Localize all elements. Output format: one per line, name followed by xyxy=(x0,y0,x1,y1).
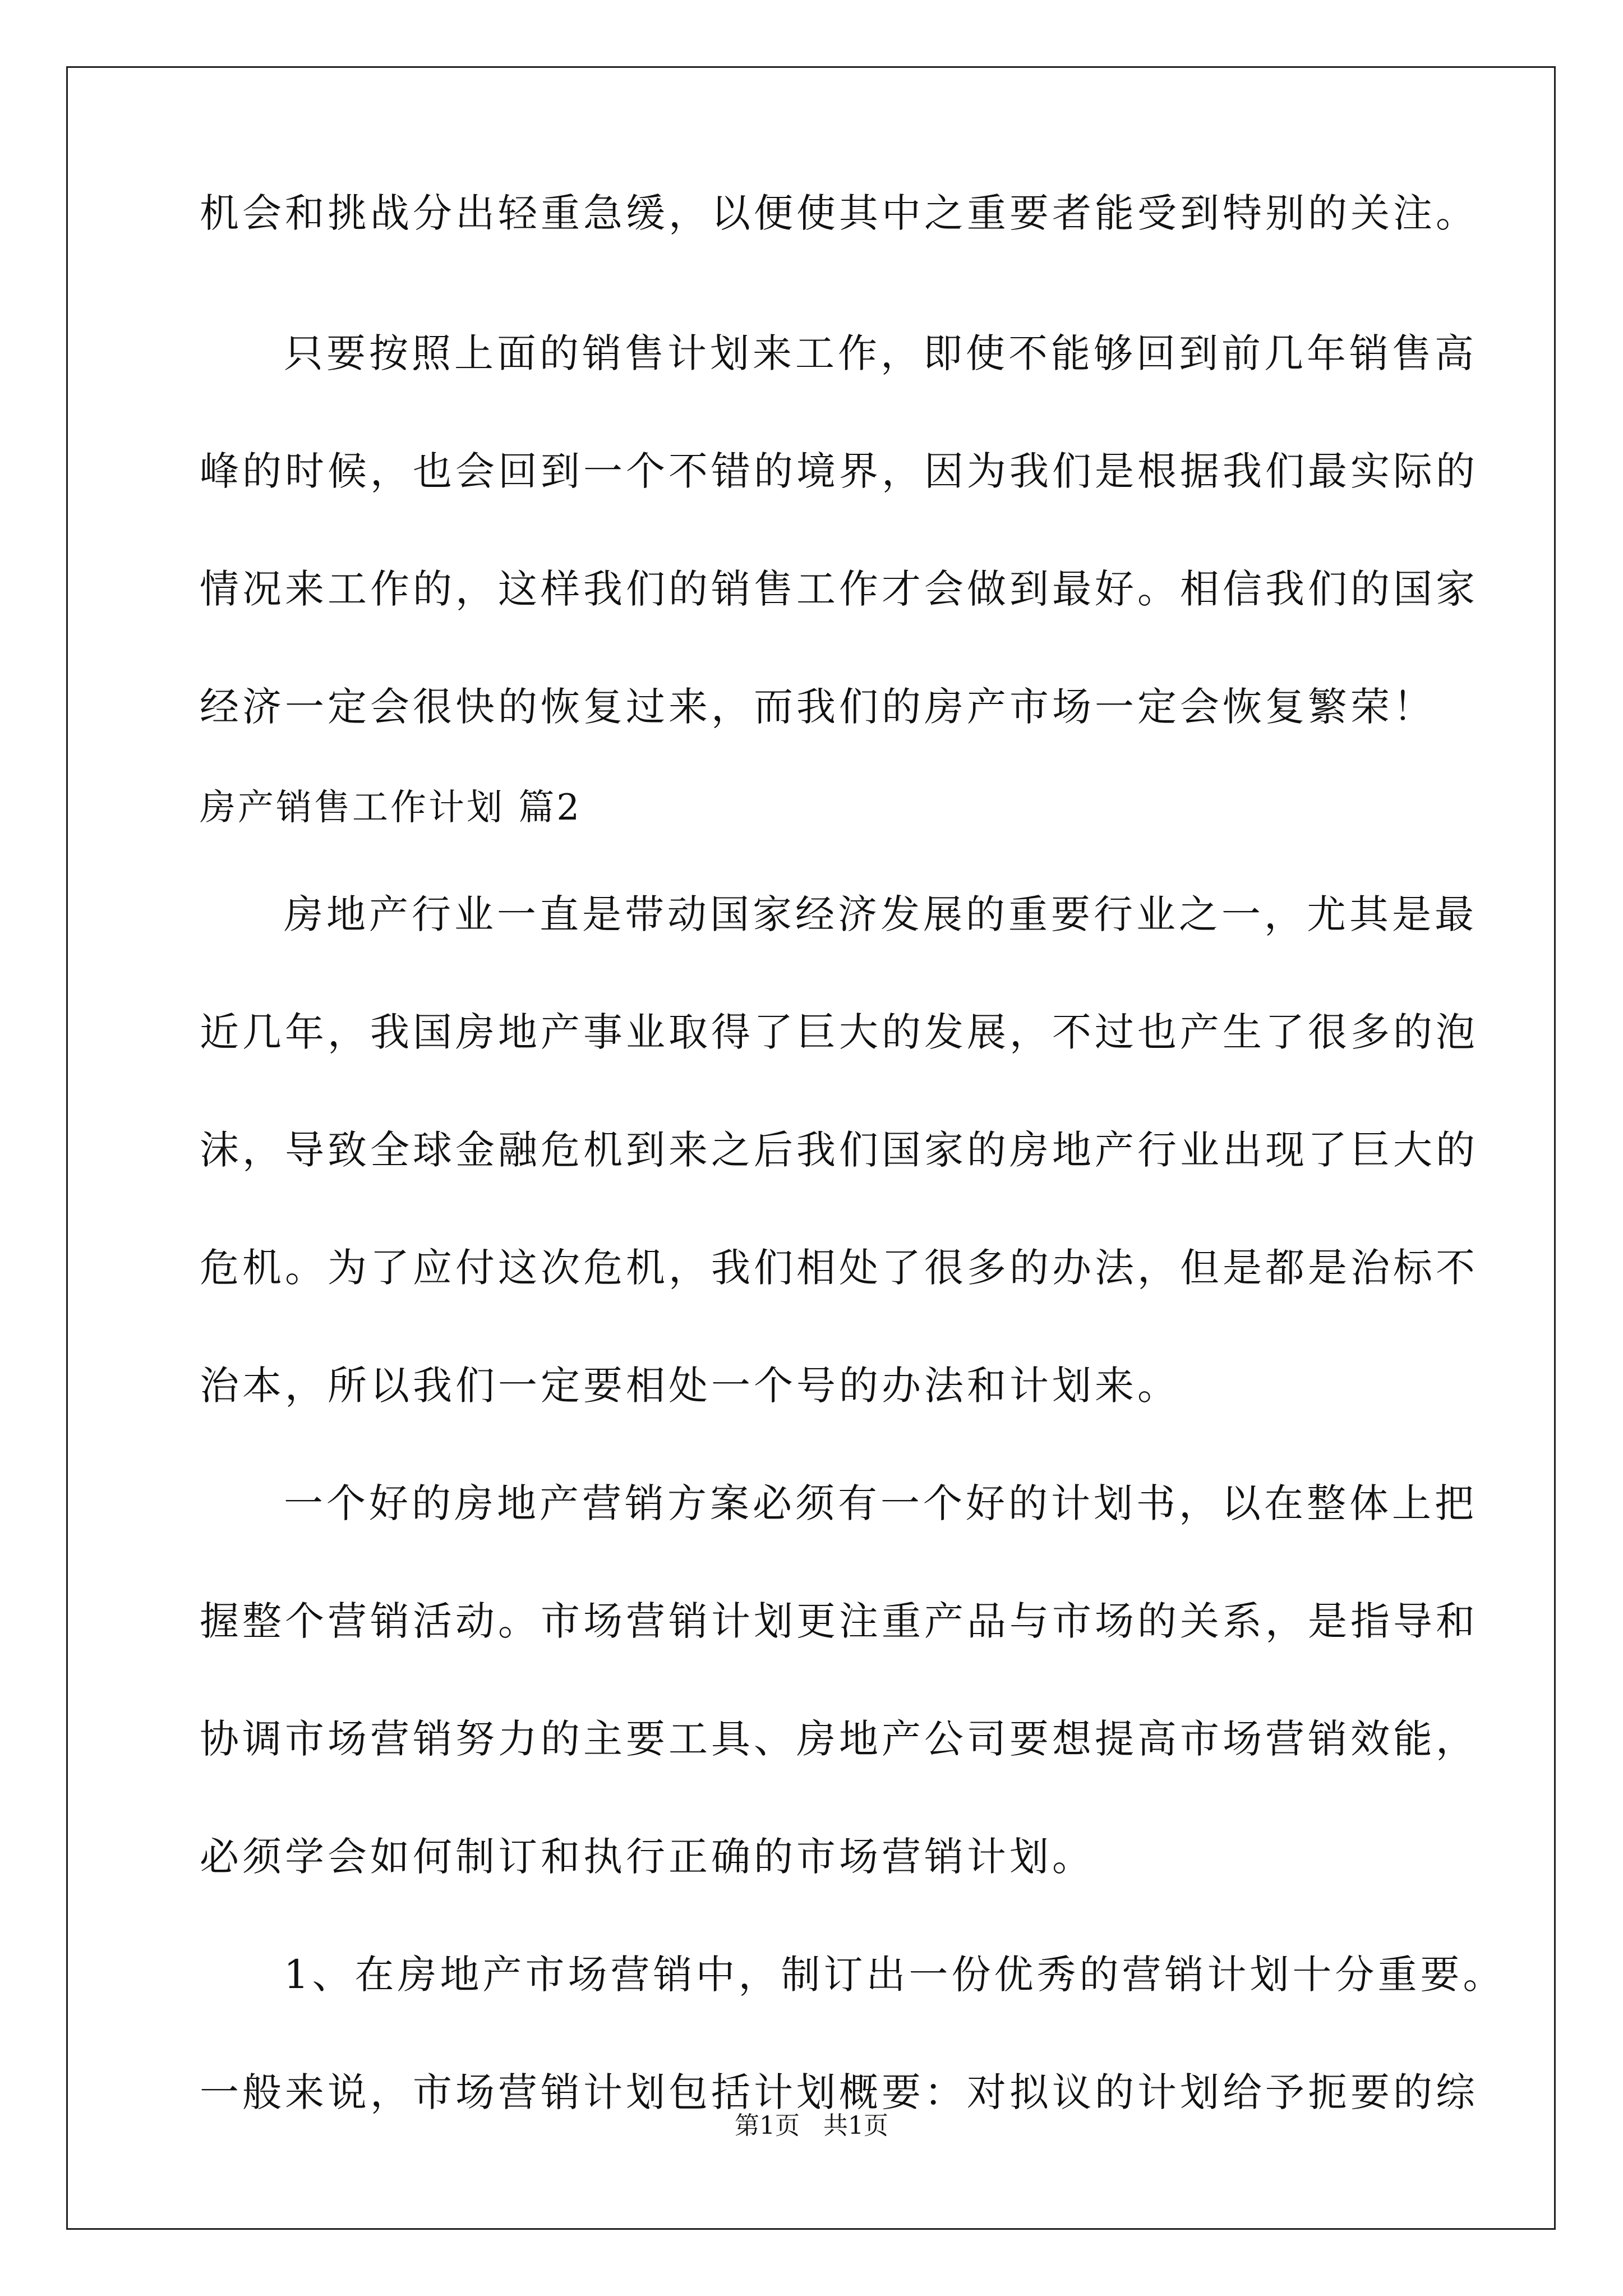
page-footer: 第1页 共1页 xyxy=(735,2111,888,2140)
paragraph-line: 1、在房地产市场营销中，制订出一份优秀的营销计划十分重要。 xyxy=(284,1952,1506,1998)
paragraph-line: 峰的时候，也会回到一个不错的境界，因为我们是根据我们最实际的 xyxy=(200,448,1478,494)
paragraph-line: 一个好的房地产营销方案必须有一个好的计划书，以在整体上把 xyxy=(284,1480,1477,1526)
paragraph-line: 情况来工作的，这样我们的销售工作才会做到最好。相信我们的国家 xyxy=(200,566,1478,612)
paragraph-line: 房地产行业一直是带动国家经济发展的重要行业之一，尤其是最 xyxy=(284,891,1477,937)
paragraph-line: 只要按照上面的销售计划来工作，即使不能够回到前几年销售高 xyxy=(284,330,1477,376)
paragraph-line: 沫，导致全球金融危机到来之后我们国家的房地产行业出现了巨大的 xyxy=(200,1127,1478,1173)
paragraph-line: 一般来说，市场营销计划包括计划概要：对拟议的计划给予扼要的综 xyxy=(200,2069,1478,2115)
paragraph-line: 危机。为了应付这次危机，我们相处了很多的办法，但是都是治标不 xyxy=(200,1245,1478,1291)
paragraph-line: 经济一定会很快的恢复过来，而我们的房产市场一定会恢复繁荣！ xyxy=(200,684,1436,730)
paragraph-line: 握整个营销活动。市场营销计划更注重产品与市场的关系，是指导和 xyxy=(200,1598,1478,1644)
paragraph-line: 机会和挑战分出轻重急缓，以便使其中之重要者能受到特别的关注。 xyxy=(200,190,1478,236)
paragraph-line: 近几年，我国房地产事业取得了巨大的发展，不过也产生了很多的泡 xyxy=(200,1009,1478,1055)
paragraph-line: 协调市场营销努力的主要工具、房地产公司要想提高市场营销效能， xyxy=(200,1716,1478,1762)
section-heading: 房产销售工作计划 篇2 xyxy=(200,787,582,829)
paragraph-line: 治本，所以我们一定要相处一个号的办法和计划来。 xyxy=(200,1363,1180,1409)
paragraph-line: 必须学会如何制订和执行正确的市场营销计划。 xyxy=(200,1834,1095,1880)
